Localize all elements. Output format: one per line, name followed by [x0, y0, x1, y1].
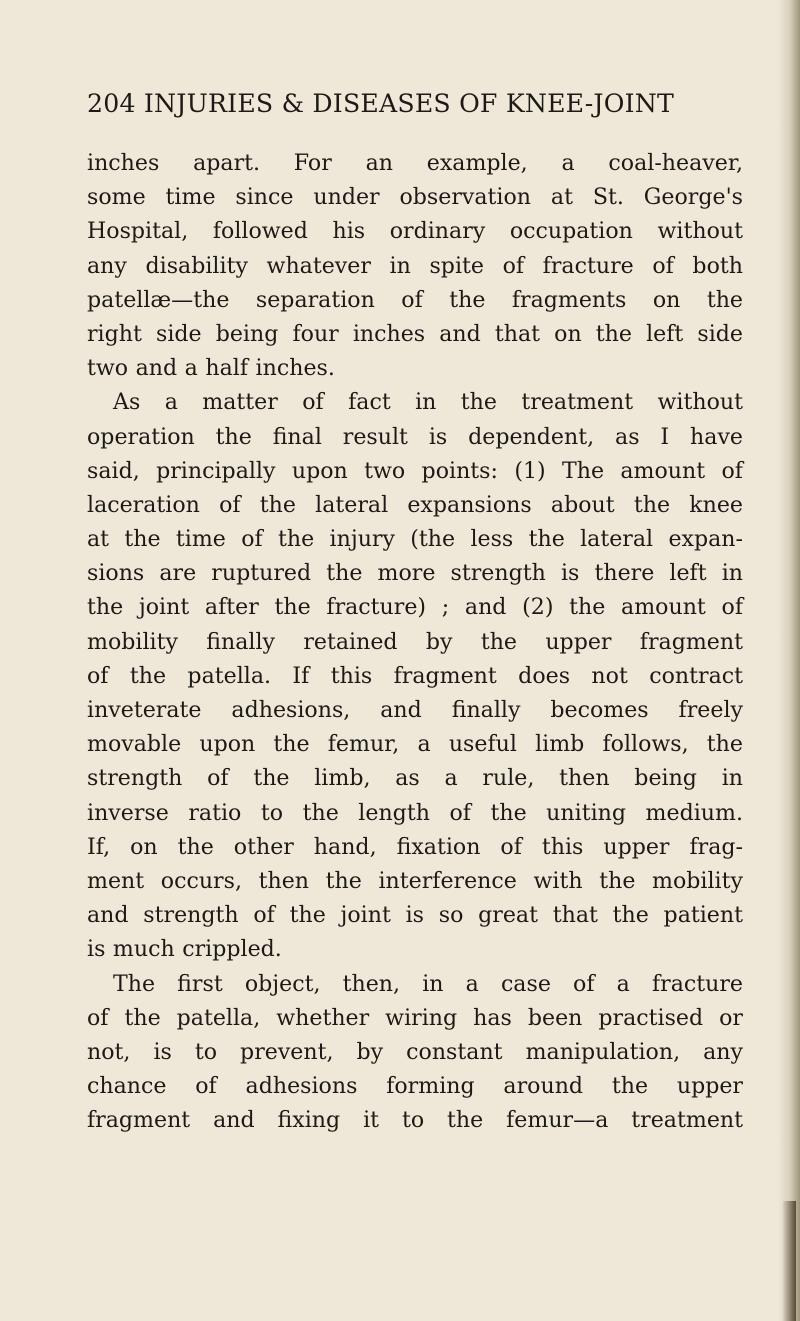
text-line: operation the final result is dependent, as I have [87, 423, 743, 450]
text-line: sions are ruptured the more strength is there left in [87, 560, 743, 587]
text-line: laceration of the lateral expansions about the knee [87, 491, 743, 518]
text-line: movable upon the femur, a useful limb follows, the [87, 731, 743, 758]
text-line: and strength of the joint is so great that the patient [87, 902, 743, 929]
text-line: the joint after the fracture) ; and (2) the amount of [87, 594, 743, 621]
text-line: mobility finally retained by the upper fragment [87, 628, 743, 655]
text-line: of the patella. If this fragment does not contract [87, 662, 743, 689]
body-text [87, 146, 743, 1137]
running-head [87, 89, 727, 118]
text-line: chance of adhesions forming around the upper [87, 1073, 743, 1100]
text-line: at the time of the injury (the less the lateral expan- [87, 526, 743, 553]
page-edge-stain [782, 1201, 796, 1321]
text-line: Hospital, followed his ordinary occupation without [87, 218, 743, 245]
text-line: said, principally upon two points: (1) The amount of [87, 457, 743, 484]
page-number: 204 [87, 89, 136, 118]
text-line: is much crippled. [87, 936, 282, 963]
text-line: any disability whatever in spite of fracture of both [87, 252, 743, 279]
text-line: patellæ—the separation of the fragments on the [87, 286, 743, 313]
text-line: If, on the other hand, fixation of this upper frag- [87, 833, 743, 860]
text-line: As a matter of fact in the treatment without [113, 389, 743, 416]
text-line: right side being four inches and that on the left side [87, 320, 743, 347]
text-line: inches apart. For an example, a coal-heaver, [87, 150, 743, 176]
text-line: inveterate adhesions, and finally becomes freely [87, 697, 743, 723]
page-edge-shadow [778, 0, 800, 1321]
running-title: INJURIES & DISEASES OF KNEE-JOINT [143, 89, 674, 118]
text-line: not, is to prevent, by constant manipulation, any [87, 1038, 743, 1065]
text-line: The first object, then, in a case of a fracture [113, 970, 743, 997]
text-line: ment occurs, then the interference with the mobility [87, 867, 743, 894]
text-line: strength of the limb, as a rule, then being in [87, 765, 743, 792]
text-line: some time since under observation at St. George's [87, 184, 743, 211]
text-line: of the patella, whether wiring has been practised or [87, 1004, 743, 1031]
text-line: inverse ratio to the length of the uniting medium. [87, 799, 743, 826]
text-line: fragment and fixing it to the femur—a treatment [87, 1107, 743, 1134]
text-line: two and a half inches. [87, 355, 335, 382]
